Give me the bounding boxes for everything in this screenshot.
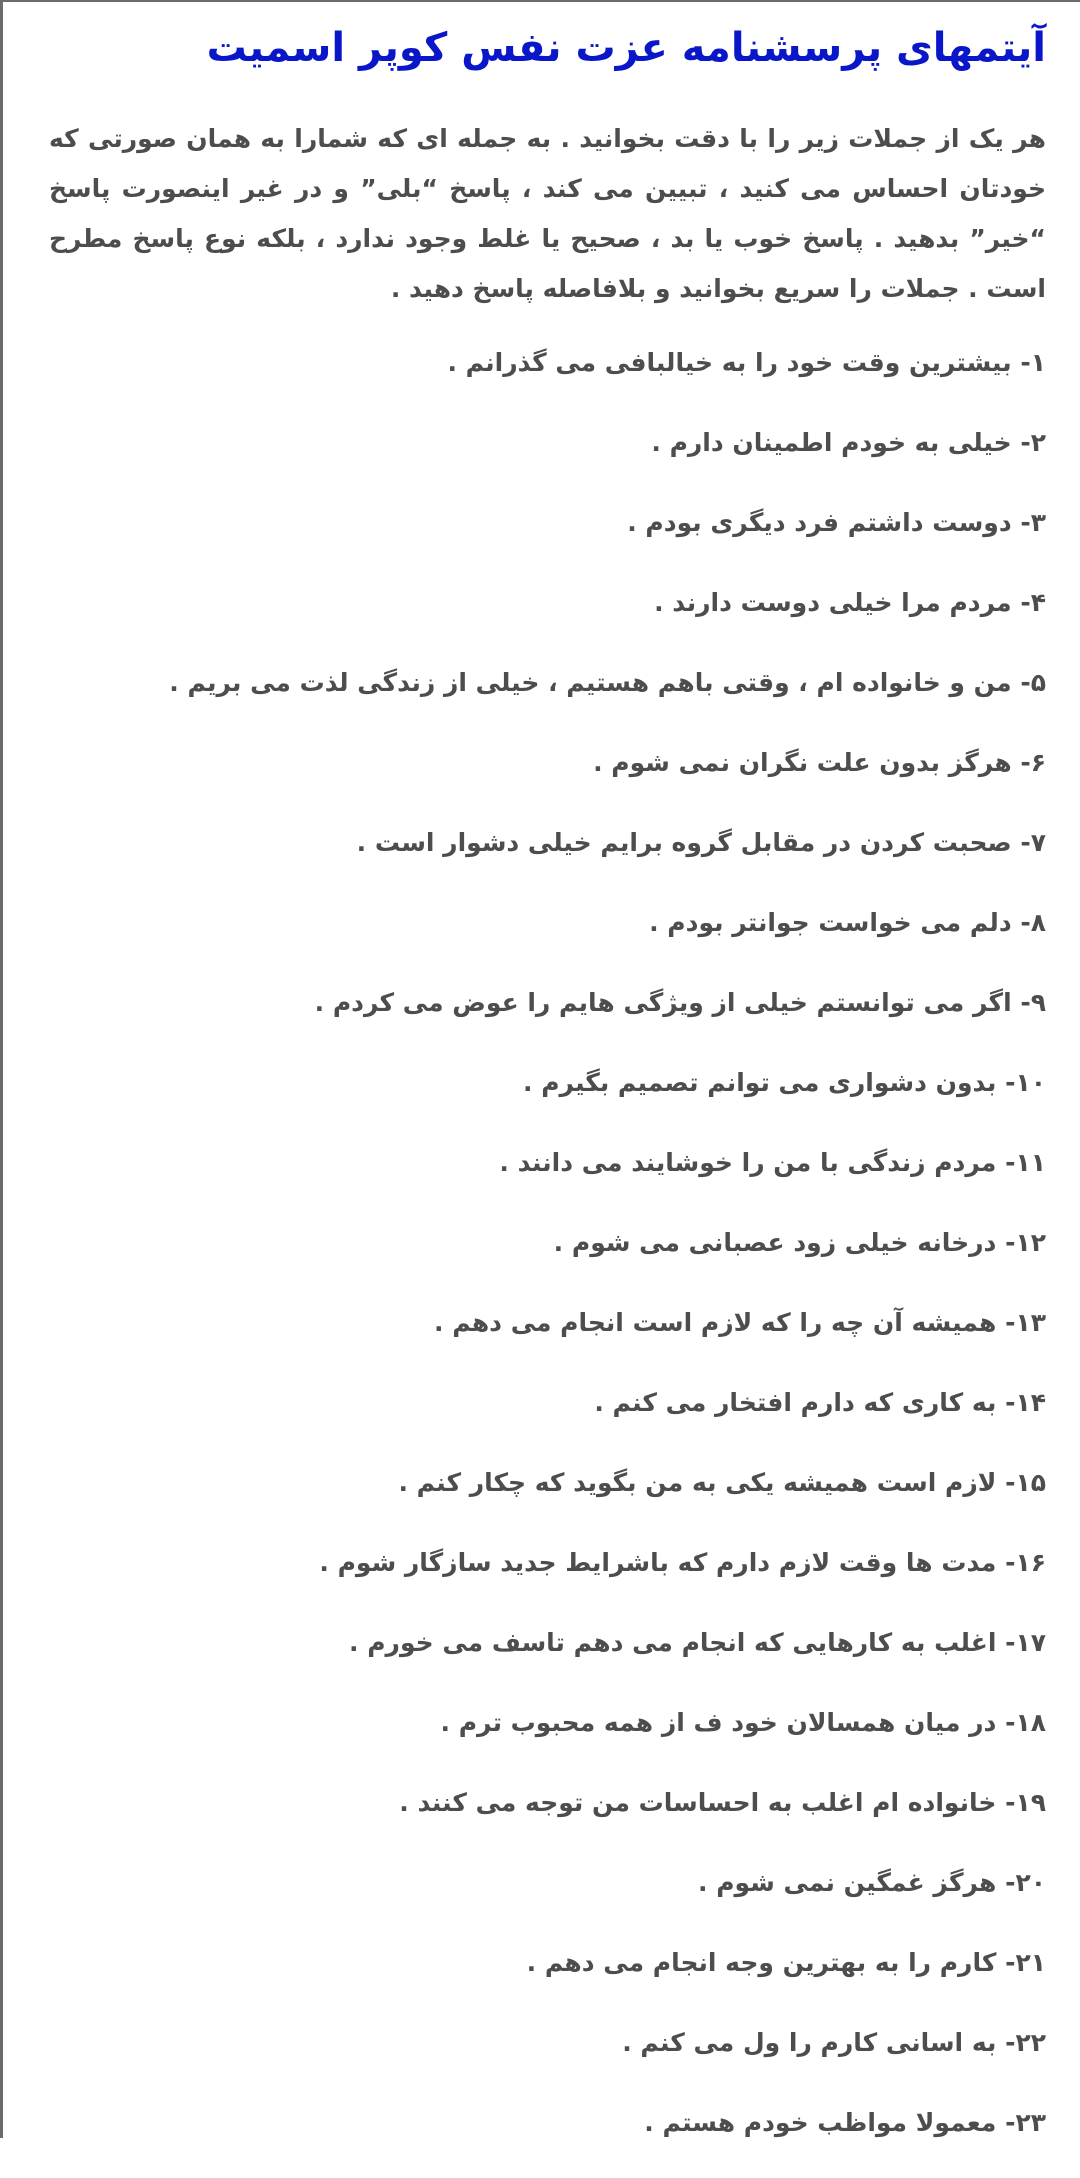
question-item: ۹- اگر می توانستم خیلی از ویژگی هایم را عوض می کردم . (314, 988, 1046, 1017)
page-title: آیتمهای پرسشنامه عزت نفس کوپر اسمیت (206, 25, 1046, 71)
question-item: ۳- دوست داشتم فرد دیگری بودم . (627, 508, 1046, 537)
question-item: ۴- مردم مرا خیلی دوست دارند . (654, 588, 1046, 617)
question-item: ۲۲- به اسانی کارم را ول می کنم . (622, 2028, 1046, 2057)
question-item: ۸- دلم می خواست جوانتر بودم . (649, 908, 1046, 937)
question-item: ۱۹- خانواده ام اغلب به احساسات من توجه می کنند . (399, 1788, 1046, 1817)
question-item: ۲۰- هرگز غمگین نمی شوم . (698, 1868, 1046, 1897)
question-item: ۵- من و خانواده ام ، وقتی باهم هستیم ، خیلی از زندگی لذت می بریم . (169, 668, 1046, 697)
question-item: ۱۳- همیشه آن چه را که لازم است انجام می دهم . (434, 1308, 1046, 1337)
question-item: ۱۷- اغلب به کارهایی که انجام می دهم تاسف می خورم . (349, 1628, 1046, 1657)
question-item: ۱۵- لازم است همیشه یکی به من بگوید که چکار کنم . (398, 1468, 1046, 1497)
question-item: ۱۲- درخانه خیلی زود عصبانی می شوم . (553, 1228, 1046, 1257)
question-item: ۱۶- مدت ها وقت لازم دارم که باشرایط جدید سازگار شوم . (319, 1548, 1046, 1577)
question-item: ۱۴- به کاری که دارم افتخار می کنم . (594, 1388, 1046, 1417)
question-item: ۱۱- مردم زندگی با من را خوشایند می دانند . (499, 1148, 1046, 1177)
question-item: ۲- خیلی به خودم اطمینان دارم . (651, 428, 1046, 457)
instructions-paragraph: هر یک از جملات زیر را با دقت بخوانید . به جمله ای که شمارا به همان صورتی که خودتان احساس می کنید ، تبیین می کند ، پاسخ “بلی” و در غیر اینصورت پاسخ “خیر” بدهید . پاسخ خوب یا بد ، صحیح یا غلط وجود ندارد ، بلکه نوع پاسخ مطرح است . جملات را سریع بخوانید و بلافاصله پاسخ دهید . (49, 124, 1046, 303)
questionnaire-page (3, 2, 1080, 2178)
question-item: ۱- بیشترین وقت خود را به خیالبافی می گذرانم . (447, 348, 1046, 377)
question-item: ۱۸- در میان همسالان خود ف از همه محبوب ترم . (440, 1708, 1046, 1737)
question-item: ۷- صحبت کردن در مقابل گروه برایم خیلی دشوار است . (356, 828, 1046, 857)
question-item: ۲۳- معمولا مواظب خودم هستم . (644, 2108, 1046, 2137)
question-item: ۱۰- بدون دشواری می توانم تصمیم بگیرم . (523, 1068, 1046, 1097)
question-list (49, 338, 1046, 2178)
question-item: ۶- هرگز بدون علت نگران نمی شوم . (593, 748, 1046, 777)
question-item: ۲۱- کارم را به بهترین وجه انجام می دهم . (526, 1948, 1046, 1977)
